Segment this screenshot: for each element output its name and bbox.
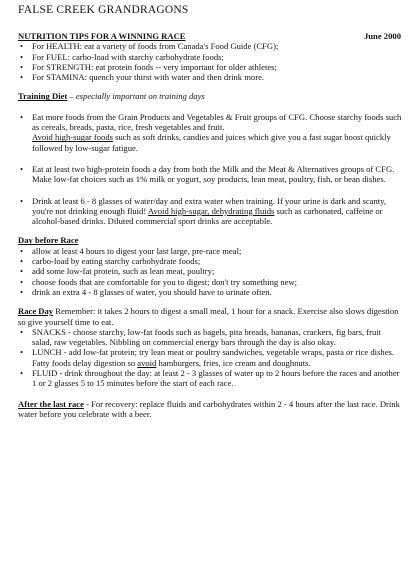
training-item-text: Drink at least 6 - 8 glasses of water/day and extra water when training. If your urine is dark and scanty, you're not drinking enough fluid! bbox=[32, 195, 387, 216]
race-day-list bbox=[18, 327, 403, 389]
day-before-item: • add some low-fat protein, such as lean meat, poultry; bbox=[18, 266, 403, 276]
day-before-list bbox=[18, 246, 403, 297]
tip-label: For HEALTH: bbox=[32, 41, 83, 52]
training-heading-row bbox=[18, 91, 403, 101]
tip-text: quench your thirst with water and then drink more. bbox=[89, 72, 265, 83]
after-race-text: - For recovery: replace fluids and carbohydrates within 2 - 4 hours after the last race. Drink water before you celebrate with a beer. bbox=[18, 398, 400, 419]
race-day-lunch-text: LUNCH - add low-fat protein; try lean meat or poultry sandwiches, vegetable wraps, pasta or rice dishes. Fatty foods delay digestion so bbox=[32, 347, 395, 368]
tip-health bbox=[18, 41, 403, 51]
tip-label: For FUEL: bbox=[32, 51, 70, 62]
tip-text: carbo-load with starchy carbohydrate foods; bbox=[72, 51, 224, 62]
race-day-lunch bbox=[18, 347, 403, 368]
race-day-lunch-rest: hamburgers, fries, ice cream and doughnuts. bbox=[156, 357, 311, 368]
race-day-fluid: • FLUID - drink throughout the day: at least 2 - 3 glasses of water up to 2 hours before the races and another 1 or 2 glasses 5 to 15 minutes before the start of each race. bbox=[18, 368, 403, 389]
tip-stamina bbox=[18, 72, 403, 82]
after-race-paragraph bbox=[18, 399, 403, 420]
day-before-item: • choose foods that are comfortable for you to digest; don't try something new; bbox=[18, 277, 403, 287]
day-before-item: • carbo-load by eating starchy carbohydrate foods; bbox=[18, 256, 403, 266]
race-day-snacks: • SNACKS - choose starchy, low-fat foods such as bagels, pita breads, bananas, crackers, fig bars, fruit salad, raw vegetables. Nibbling on commercial energy bars through the day is also okay. bbox=[18, 327, 403, 348]
tip-text: eat protein foods -- very important for older athletes; bbox=[95, 61, 277, 72]
race-day-heading: Race Day bbox=[18, 306, 54, 317]
tip-label: For STAMINA: bbox=[32, 72, 87, 83]
race-day-intro-text: Remember: it takes 2 hours to digest a small meal, 1 hour for a snack. Exercise also slows digestion so give yourself time to eat. bbox=[18, 306, 399, 327]
nutrition-heading-row bbox=[18, 31, 403, 41]
tip-fuel bbox=[18, 52, 403, 62]
training-item-rest: such as soft drinks, candies and juices which give you a fast sugar boost quickly followed by low-sugar fatigue. bbox=[32, 132, 391, 153]
training-item-text: Eat more foods from the Grain Products and Vegetables & Fruit groups of CFG. Choose starchy foods such as cereals, breads, pasta, rice, fresh vegetables and fruit. bbox=[32, 111, 402, 133]
tip-text: eat a variety of foods from Canada's Food Guide (CFG); bbox=[84, 41, 279, 52]
training-subheading: – especially important on training days bbox=[67, 91, 205, 102]
nutrition-tips-list bbox=[18, 41, 403, 82]
document-date: June 2000 bbox=[363, 31, 401, 41]
training-item-grains bbox=[18, 112, 403, 153]
training-heading: Training Diet bbox=[18, 91, 68, 102]
training-diet-list bbox=[18, 112, 403, 227]
day-before-heading: Day before Race bbox=[18, 235, 79, 246]
tip-strength bbox=[18, 62, 403, 72]
training-item-emphasis: Avoid high-sugar, dehydrating fluids bbox=[147, 205, 275, 216]
tip-label: For STRENGTH: bbox=[32, 61, 94, 72]
race-day-intro bbox=[18, 306, 403, 327]
day-before-item: • allow at least 4 hours to digest your last large, pre-race meal; bbox=[18, 246, 403, 256]
training-item-rest: such as carbonated, caffeine or alcohol-based drinks. Diluted commercial sport drinks are acceptable. bbox=[32, 205, 383, 227]
after-race-heading: After the last race bbox=[18, 398, 84, 409]
day-before-item: • drink an extra 4 - 8 glasses of water, you should have to urinate often. bbox=[18, 287, 403, 297]
training-item-emphasis: Avoid high-sugar foods bbox=[32, 132, 113, 143]
race-day-lunch-emphasis: avoid bbox=[137, 357, 157, 368]
training-item-water bbox=[18, 196, 403, 227]
document-title: FALSE CREEK GRANDRAGONS bbox=[18, 4, 189, 16]
day-before-heading-row bbox=[18, 235, 403, 245]
training-item-protein: • Eat at least two high-protein foods a day from both the Milk and the Meat & Alternatives groups of CFG. Make low-fat choices such as 1% milk or yogurt, soy products, lean meat, poultry, fish, or bean dishes. bbox=[18, 164, 403, 185]
nutrition-heading: NUTRITION TIPS FOR A WINNING RACE bbox=[18, 31, 186, 41]
